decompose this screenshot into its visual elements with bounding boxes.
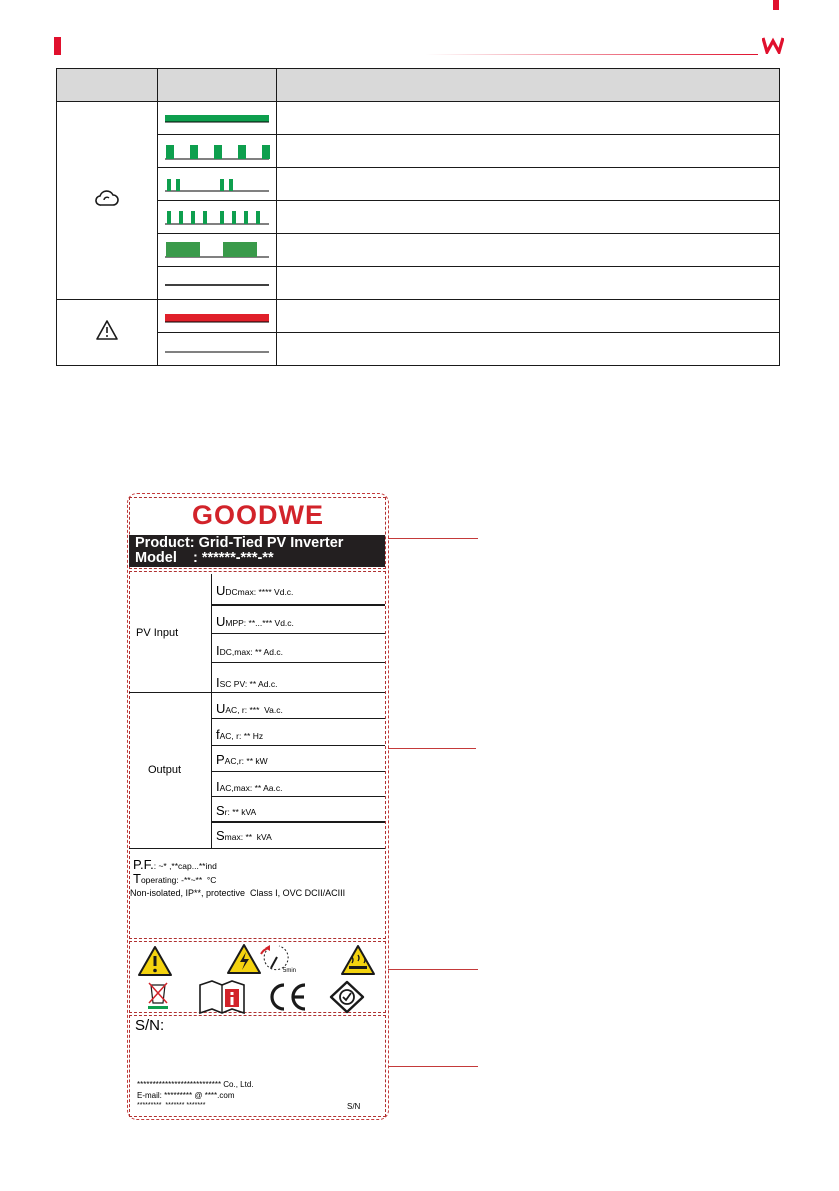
param-value: **** Vd.c. [256,587,294,597]
temp-value: -**~** °C [178,875,217,885]
param-subscript: AC, r: [219,731,242,741]
description-cell [277,201,780,234]
pattern-slow-blink-green [158,135,277,168]
serial-number-label: S/N: [135,1017,165,1034]
param-symbol: P [216,752,225,767]
param-symbol: f [216,727,220,742]
chapter-marker [54,37,61,55]
email-line: E-mail: ********* @ ****.com [137,1091,235,1100]
led-indicator-table [56,68,780,366]
table-row [57,234,780,267]
param-udcmax [216,583,293,598]
pattern-long-blink-green [158,234,277,267]
header-rule [425,54,758,55]
spec-divider-vertical [211,574,212,848]
param-value: ** kVA [229,807,257,817]
company-line: *************************** Co., Ltd. [137,1080,254,1089]
spec-divider-section [129,692,385,693]
param-symbol: I [216,643,220,658]
callout-symbols [388,969,478,970]
brand-w-icon [762,36,784,54]
param-subscript: max: [224,832,244,842]
param-iscpv [216,675,277,690]
param-uacr [216,701,283,716]
param-subscript: AC,max: [219,783,253,793]
param-umpp [216,614,294,629]
pattern-off [158,267,277,300]
param-value: ** kVA [243,832,272,842]
row-divider [211,745,385,746]
param-smax [216,828,272,843]
product-bar [129,535,385,567]
table-row [57,201,780,234]
param-symbol: I [216,779,220,794]
param-value: ** Ad.c. [247,679,278,689]
pattern-solid-green [158,102,277,135]
row-divider [211,821,385,823]
ce-mark-icon [266,982,308,1012]
callout-brand [388,538,478,539]
warning-triangle-icon [137,945,173,977]
param-value: ** Ad.c. [252,647,283,657]
table-row [57,267,780,300]
row-divider [211,633,385,634]
pattern-off [158,333,277,366]
output-label: Output [148,764,182,776]
param-subscript: r: [224,807,230,817]
serial-number-small: S/N [347,1102,361,1111]
description-cell [277,333,780,366]
param-symbol: S [216,803,225,818]
pattern-fast-blink-green [158,201,277,234]
header-status [158,69,277,102]
row-divider [211,604,385,606]
indicator-cell-fault [57,300,158,366]
table-header-row [57,69,780,102]
param-subscript: MPP: [225,618,247,628]
description-cell [277,300,780,333]
description-cell [277,267,780,300]
warning-icon [95,319,119,341]
row-divider [211,662,385,663]
param-symbol: U [216,583,226,598]
table-row [57,333,780,366]
callout-serial [388,1066,478,1067]
pattern-double-blink-green [158,168,277,201]
description-cell [277,234,780,267]
callout-params [388,748,476,749]
param-value: **...*** Vd.c. [246,618,294,628]
header-description [277,69,780,102]
param-subscript: DC,max: [219,647,253,657]
weee-bin-icon [145,979,171,1011]
indicator-cell-communication [57,102,158,300]
param-idcmax [216,643,283,658]
hot-surface-icon [340,944,376,976]
product-line: Product: Grid-Tied PV Inverter [135,535,344,551]
table-row [57,135,780,168]
description-cell [277,168,780,201]
header-indicator [57,69,158,102]
param-value: *** Va.c. [247,705,283,715]
table-row [57,102,780,135]
param-symbol: U [216,701,226,716]
read-manual-icon [198,979,246,1015]
pf-symbol: P.F. [133,857,154,872]
row-divider [211,796,385,797]
description-cell [277,102,780,135]
param-facr [216,727,263,742]
model-line: Model : ******-***-** [135,550,274,566]
cloud-icon [95,188,119,208]
param-subscript: SC PV: [219,679,248,689]
pf-value: : ~* ,**cap...**ind [153,861,217,871]
table-row [57,300,780,333]
temp-subscript: operating: [140,875,179,885]
param-subscript: DCmax: [225,587,257,597]
param-value: ** Aa.c. [252,783,283,793]
param-value: ** Hz [241,731,264,741]
table-row [57,168,780,201]
phone-line: ********* ******* ******* [137,1102,206,1109]
param-subscript: AC, r: [225,705,248,715]
param-iacmax [216,779,282,794]
rcm-mark-icon [329,980,365,1014]
temp-symbol: T [133,871,141,886]
spec-divider-bottom [129,848,385,849]
param-symbol: I [216,675,220,690]
param-symbol: U [216,614,226,629]
timer-label: 5min [283,968,297,974]
power-factor [133,857,217,872]
param-sr [216,803,256,818]
row-divider [211,771,385,772]
param-pacr [216,752,268,767]
description-cell [277,135,780,168]
page-corner-mark [773,0,779,10]
operating-temp [133,871,216,886]
row-divider [211,718,385,719]
param-value: ** kW [244,756,268,766]
param-subscript: AC,r: [224,756,245,766]
class-line: Non-isolated, IP**, protective Class I, OVC DCII/ACIII [130,888,346,898]
pv-input-label: PV Input [136,627,179,639]
goodwe-logo: GOODWE [192,500,324,530]
param-symbol: S [216,828,225,843]
pattern-solid-red [158,300,277,333]
